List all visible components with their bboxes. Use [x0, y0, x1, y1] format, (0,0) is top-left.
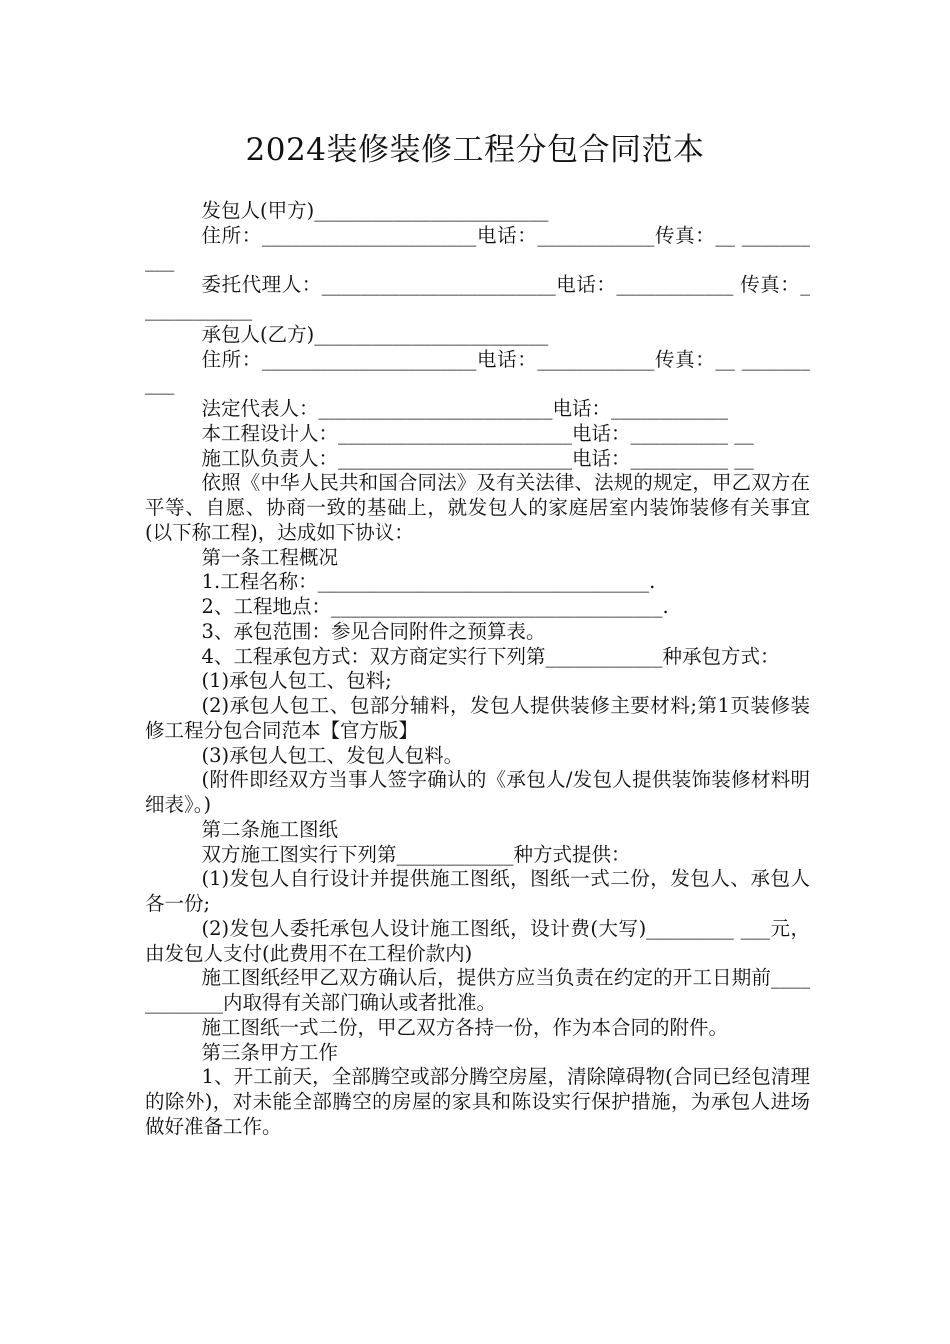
paragraph-party-a-duty-1: 1、开工前天，全部腾空或部分腾空房屋，清除障碍物(合同已经包清理的除外)，对未能全部腾空的房屋的家具和陈设实行保护措施，为承包人进场做好准备工作。	[145, 1065, 810, 1138]
paragraph-attachment-note: (附件即经双方当事人签字确认的《承包人/发包人提供装饰装修材料明细表》。)	[145, 768, 810, 816]
document-title: 2024装修装修工程分包合同范本	[245, 132, 705, 168]
document-body	[145, 199, 810, 1140]
paragraph-preamble: 依照《中华人民共和国合同法》及有关法律、法规的规定，甲乙双方在平等、自愿、协商一致的基础上，就发包人的家庭居室内装饰装修有关事宜(以下称工程)，达成如下协议：	[145, 471, 810, 544]
paragraph-legal-representative: 法定代表人：________________________电话：____________	[201, 397, 729, 420]
paragraph-drawings-approval: 施工图纸经甲乙双方确认后，提供方应当负责在约定的开工日期前____________内取得有关部门确认或者批准。	[145, 966, 810, 1014]
paragraph-contract-method: 4、工程承包方式：双方商定实行下列第____________种承包方式：	[201, 644, 780, 668]
paragraph-party-b-address: 住所：______________________电话：____________传真：__ __________	[145, 347, 810, 396]
paragraph-construction-team-lead: 施工队负责人：________________________电话：__________ __	[201, 446, 754, 470]
paragraph-method-option-1: (1)承包人包工、包料;	[201, 669, 392, 693]
paragraph-drawings-option-1: (1)发包人自行设计并提供施工图纸，图纸一式二份，发包人、承包人各一份;	[145, 867, 810, 915]
paragraph-project-name: 1.工程名称：__________________________________.	[201, 570, 656, 594]
section-heading-3: 第三条甲方工作	[201, 1040, 339, 1064]
paragraph-contractor-party-b: 承包人(乙方)________________________	[201, 322, 549, 346]
section-heading-1: 第一条工程概况	[201, 545, 339, 569]
paragraph-project-location: 2、工程地点：__________________________________.	[201, 595, 669, 618]
section-heading-2: 第二条施工图纸	[201, 817, 339, 841]
paragraph-method-option-3: (3)承包人包工、发包人包料。	[201, 743, 464, 767]
paragraph-drawings-copies: 施工图纸一式二份，甲乙双方各持一份，作为本合同的附件。	[201, 1015, 729, 1039]
paragraph-contractor-party-a: 发包人(甲方)________________________	[201, 199, 549, 222]
paragraph-method-option-2: (2)承包人包工、包部分辅料，发包人提供装修主要材料;第1页装修装修工程分包合同范本【官方版】	[145, 694, 810, 742]
paragraph-drawings-method: 双方施工图实行下列第____________种方式提供：	[201, 842, 631, 866]
paragraph-project-designer: 本工程设计人：________________________电话：__________ __	[201, 421, 754, 445]
paragraph-contract-scope: 3、承包范围：参见合同附件之预算表。	[201, 619, 546, 643]
paragraph-party-a-address: 住所：______________________电话：____________传真：__ __________	[145, 223, 810, 272]
paragraph-drawings-option-2: (2)发包人委托承包人设计施工图纸，设计费(大写)_________ ___元，由发包人支付(此费用不在工程价款内)	[145, 916, 810, 965]
paragraph-party-a-agent: 委托代理人：________________________电话：____________ 传真：____________	[145, 273, 810, 321]
